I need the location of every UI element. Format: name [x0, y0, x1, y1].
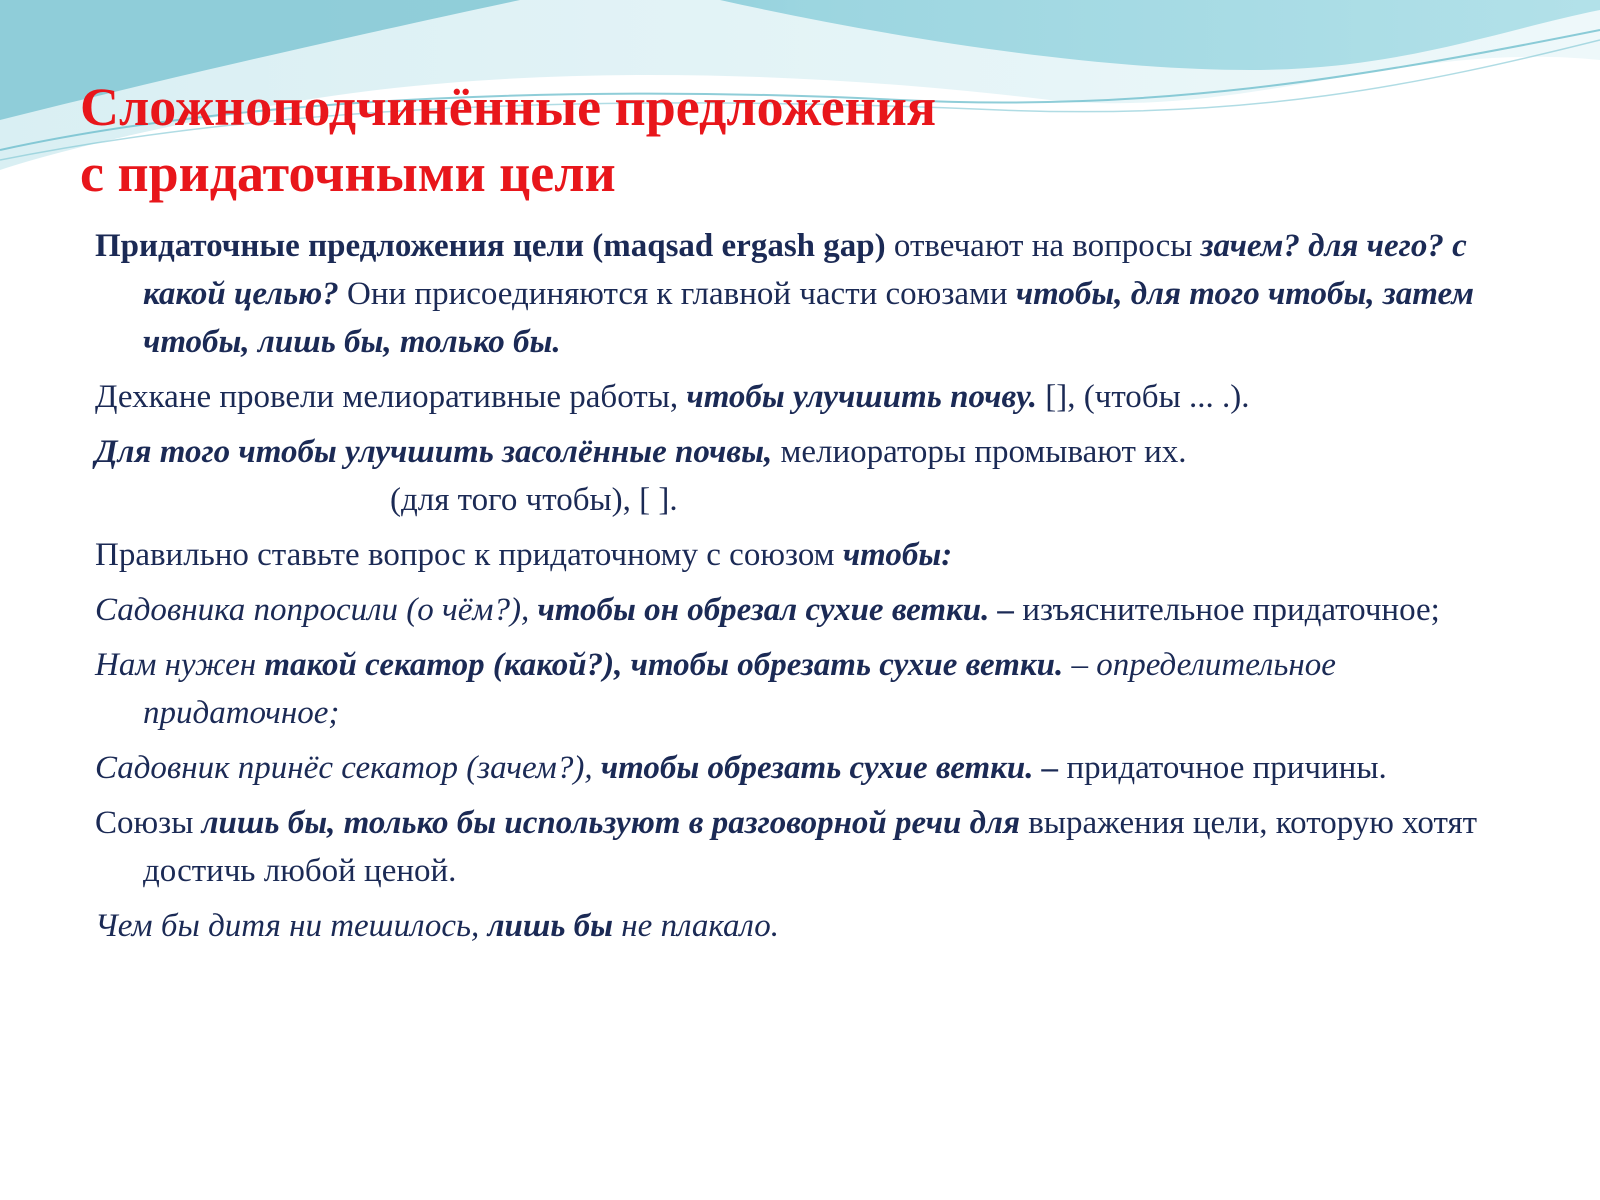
- text-run: придаточное причины.: [1058, 750, 1387, 786]
- paragraph-example-1: [95, 373, 1535, 421]
- title-line-2: с придаточными цели: [80, 143, 616, 203]
- paragraph-example-5: [95, 744, 1535, 792]
- clause-emphasis: чтобы он обрезал сухие ветки. –: [537, 592, 1015, 628]
- clause-emphasis: чтобы обрезать сухие ветки. –: [600, 750, 1059, 786]
- text-run: Правильно ставьте вопрос к придаточному с союзом: [95, 537, 843, 573]
- text-run: мелиораторы промывают их.: [772, 434, 1187, 470]
- text-run: Дехкане провели мелиоративные работы,: [95, 379, 687, 415]
- italic-run: не плакало.: [613, 908, 780, 944]
- questions-emphasis: зачем? для чего? с какой целью?: [143, 228, 1467, 312]
- italic-run: Садовника попросили (о чём?),: [95, 592, 538, 628]
- scheme-text: (для того чтобы), [ ].: [390, 482, 678, 518]
- term-bold: Придаточные предложения цели (maqsad ergash gap): [95, 228, 886, 264]
- conjunctions-emphasis: чтобы, для того чтобы, затем чтобы, лишь бы, только бы.: [143, 276, 1474, 360]
- text-run: –: [1063, 647, 1097, 683]
- text-run: отвечают на вопросы: [885, 228, 1201, 264]
- text-run: Они присоединяются к главной части союзами: [338, 276, 1016, 312]
- scheme-text: [], (чтобы ... .).: [1037, 379, 1250, 415]
- clause-emphasis: такой секатор (какой?), чтобы обрезать сухие ветки.: [264, 647, 1064, 683]
- paragraph-instruction: [95, 531, 1535, 579]
- italic-run: определительное придаточное;: [143, 647, 1336, 731]
- slide-body: [95, 222, 1535, 957]
- paragraph-example-2: [95, 428, 1535, 524]
- paragraph-definition: [95, 222, 1535, 366]
- slide-title: [80, 74, 1280, 206]
- italic-run: Нам нужен: [95, 647, 265, 683]
- conjunction-emphasis: чтобы:: [842, 537, 953, 573]
- italic-run: Чем бы дитя ни тешилось,: [95, 908, 488, 944]
- text-run: изъяснительное придаточное;: [1014, 592, 1440, 628]
- clause-emphasis: чтобы улучшить почву.: [686, 379, 1037, 415]
- title-line-1: Сложноподчинённые предложения: [80, 77, 937, 137]
- text-run: выражения цели, которую хотят достичь любой ценой.: [143, 805, 1478, 889]
- paragraph-proverb: [95, 902, 1535, 950]
- italic-run: Садовник принёс секатор (зачем?),: [95, 750, 601, 786]
- paragraph-example-3: [95, 586, 1535, 634]
- text-run: Союзы: [95, 805, 202, 841]
- clause-emphasis: Для того чтобы улучшить засолённые почвы,: [95, 434, 773, 470]
- paragraph-colloquial: [95, 799, 1535, 895]
- paragraph-example-4: [95, 641, 1535, 737]
- conjunction-emphasis: лишь бы, только бы используют в разговорной речи для: [201, 805, 1020, 841]
- conjunction-emphasis: лишь бы: [487, 908, 614, 944]
